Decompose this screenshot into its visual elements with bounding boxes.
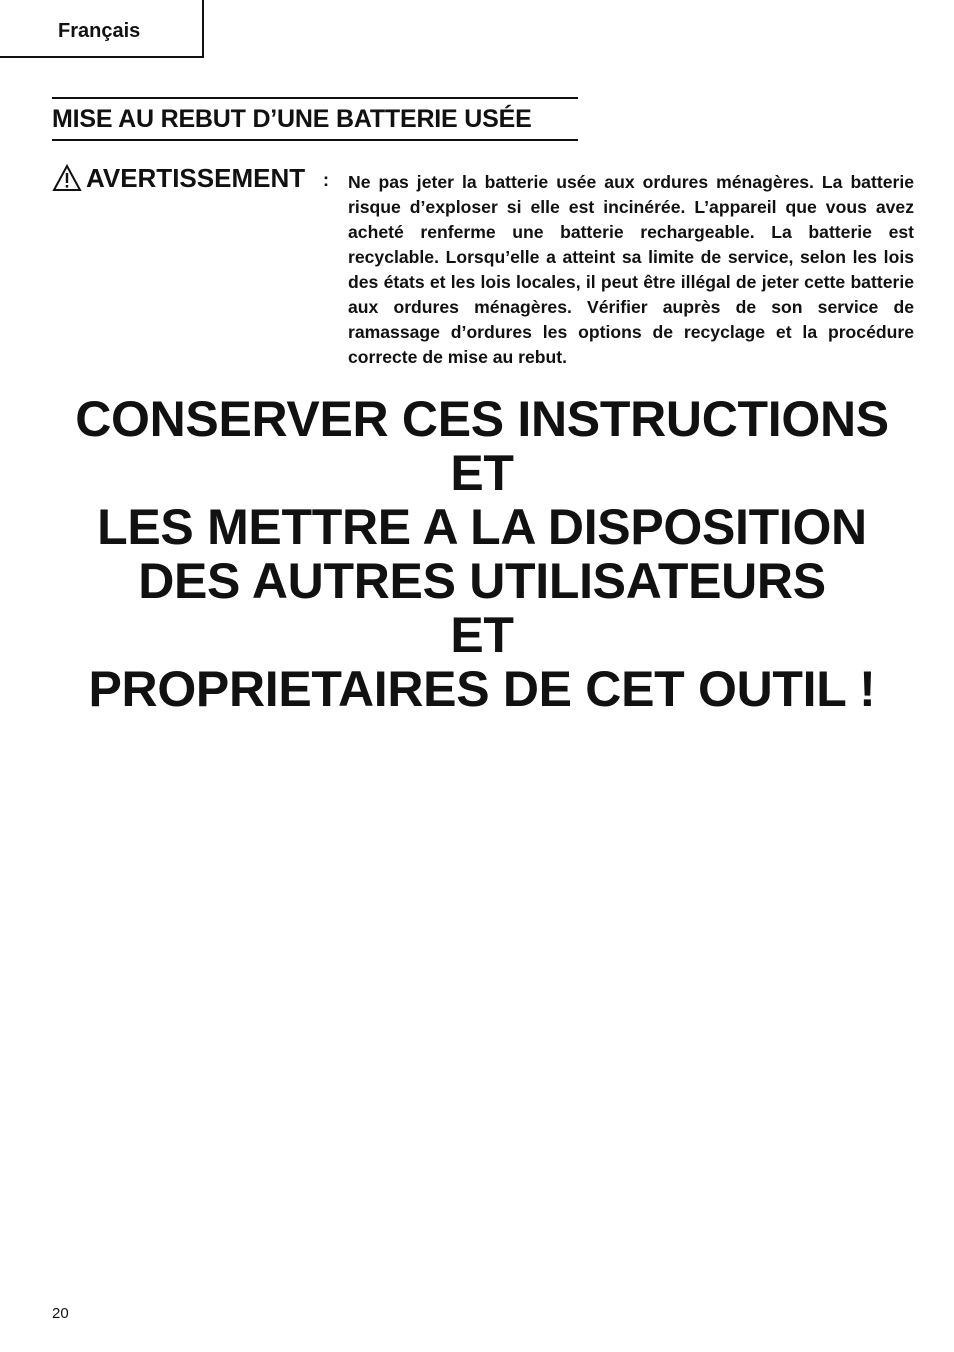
banner-line: PROPRIETAIRES DE CET OUTIL ! xyxy=(88,661,876,717)
banner-line: ET xyxy=(450,607,514,663)
language-label: Français xyxy=(58,20,141,42)
section-title: MISE AU REBUT D’UNE BATTERIE USÉE xyxy=(52,97,578,141)
warning-text: Ne pas jeter la batterie usée aux ordures ménagères. La batterie risque d’exploser si elle est incinérée. L’appareil que vous avez acheté renferme une batterie rechargeable. La batterie est recyclable. Lorsqu’elle a atteint sa limite de service, selon les lois des états et les lois locales, il peut être illégal de jeter cette batterie aux ordures ménagères. Vérifier auprès de son service de ramassage d’ordures les options de recyclage et la procédure correcte de mise au rebut. xyxy=(348,172,914,367)
banner-line: LES METTRE A LA DISPOSITION xyxy=(97,499,867,555)
language-tab xyxy=(0,0,204,58)
page-number: 20 xyxy=(52,1305,69,1322)
warning-label xyxy=(52,162,305,194)
save-instructions-banner xyxy=(30,392,934,716)
warning-triangle-icon xyxy=(52,164,82,192)
banner-line: DES AUTRES UTILISATEURS xyxy=(138,553,826,609)
banner-line: CONSERVER CES INSTRUCTIONS xyxy=(75,391,889,447)
warning-colon: : xyxy=(323,170,329,190)
warning-label-text: AVERTISSEMENT xyxy=(86,162,306,193)
banner-line: ET xyxy=(450,445,514,501)
